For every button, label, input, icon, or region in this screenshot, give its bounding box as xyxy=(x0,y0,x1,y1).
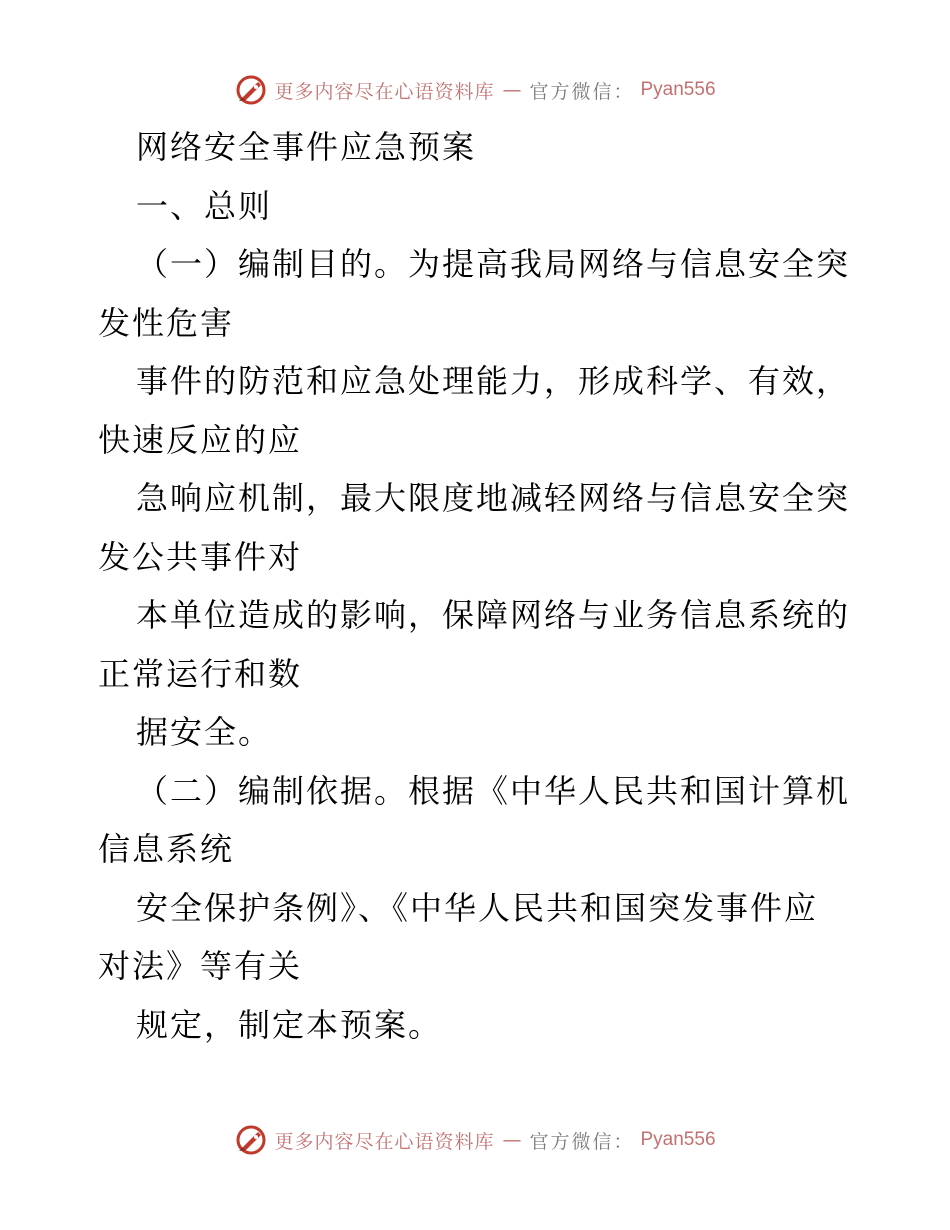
paragraph-line: 据安全。 xyxy=(136,713,273,751)
document-body xyxy=(98,118,858,1054)
paragraph-line: 安全保护条例》、《中华人民共和国突发事件应 xyxy=(136,888,819,927)
paragraph-line: （一）编制目的。为提高我局网络与信息安全突 xyxy=(136,245,851,283)
watermark-dash: — xyxy=(502,1129,522,1151)
section-heading: 一、总则 xyxy=(136,186,273,225)
paragraph-line: （二）编制依据。根据《中华人民共和国计算机 xyxy=(136,771,851,810)
watermark-wechat-id: Pyan556 xyxy=(640,79,716,100)
watermark-site-text: 更多内容尽在心语资料库 xyxy=(274,80,495,103)
header-watermark xyxy=(0,70,950,110)
watermark-dash: — xyxy=(502,79,522,101)
watermark-site-text: 更多内容尽在心语资料库 xyxy=(274,1130,495,1153)
quill-seal-logo-icon xyxy=(234,1123,268,1157)
paragraph-line: 事件的防范和应急处理能力，形成科学、有效， xyxy=(136,362,851,400)
paragraph-line: 发公共事件对 xyxy=(98,537,303,576)
paragraph-line: 正常运行和数 xyxy=(98,654,303,693)
paragraph-line: 规定，制定本预案。 xyxy=(136,1005,443,1044)
paragraph-line: 信息系统 xyxy=(98,830,235,868)
paragraph-line: 对法》等有关 xyxy=(98,947,303,985)
paragraph-line: 发性危害 xyxy=(98,303,235,342)
watermark-wechat-label: 官方微信： xyxy=(529,1130,635,1153)
document-title: 网络安全事件应急预案 xyxy=(136,128,477,166)
watermark-wechat-label: 官方微信： xyxy=(529,80,635,103)
quill-seal-logo-icon xyxy=(234,73,268,107)
paragraph-line: 快速反应的应 xyxy=(98,420,303,459)
watermark-wechat-id: Pyan556 xyxy=(640,1129,716,1150)
paragraph-line: 本单位造成的影响，保障网络与业务信息系统的 xyxy=(136,596,851,634)
paragraph-line: 急响应机制，最大限度地减轻网络与信息安全突 xyxy=(136,479,851,517)
footer-watermark xyxy=(0,1120,950,1160)
